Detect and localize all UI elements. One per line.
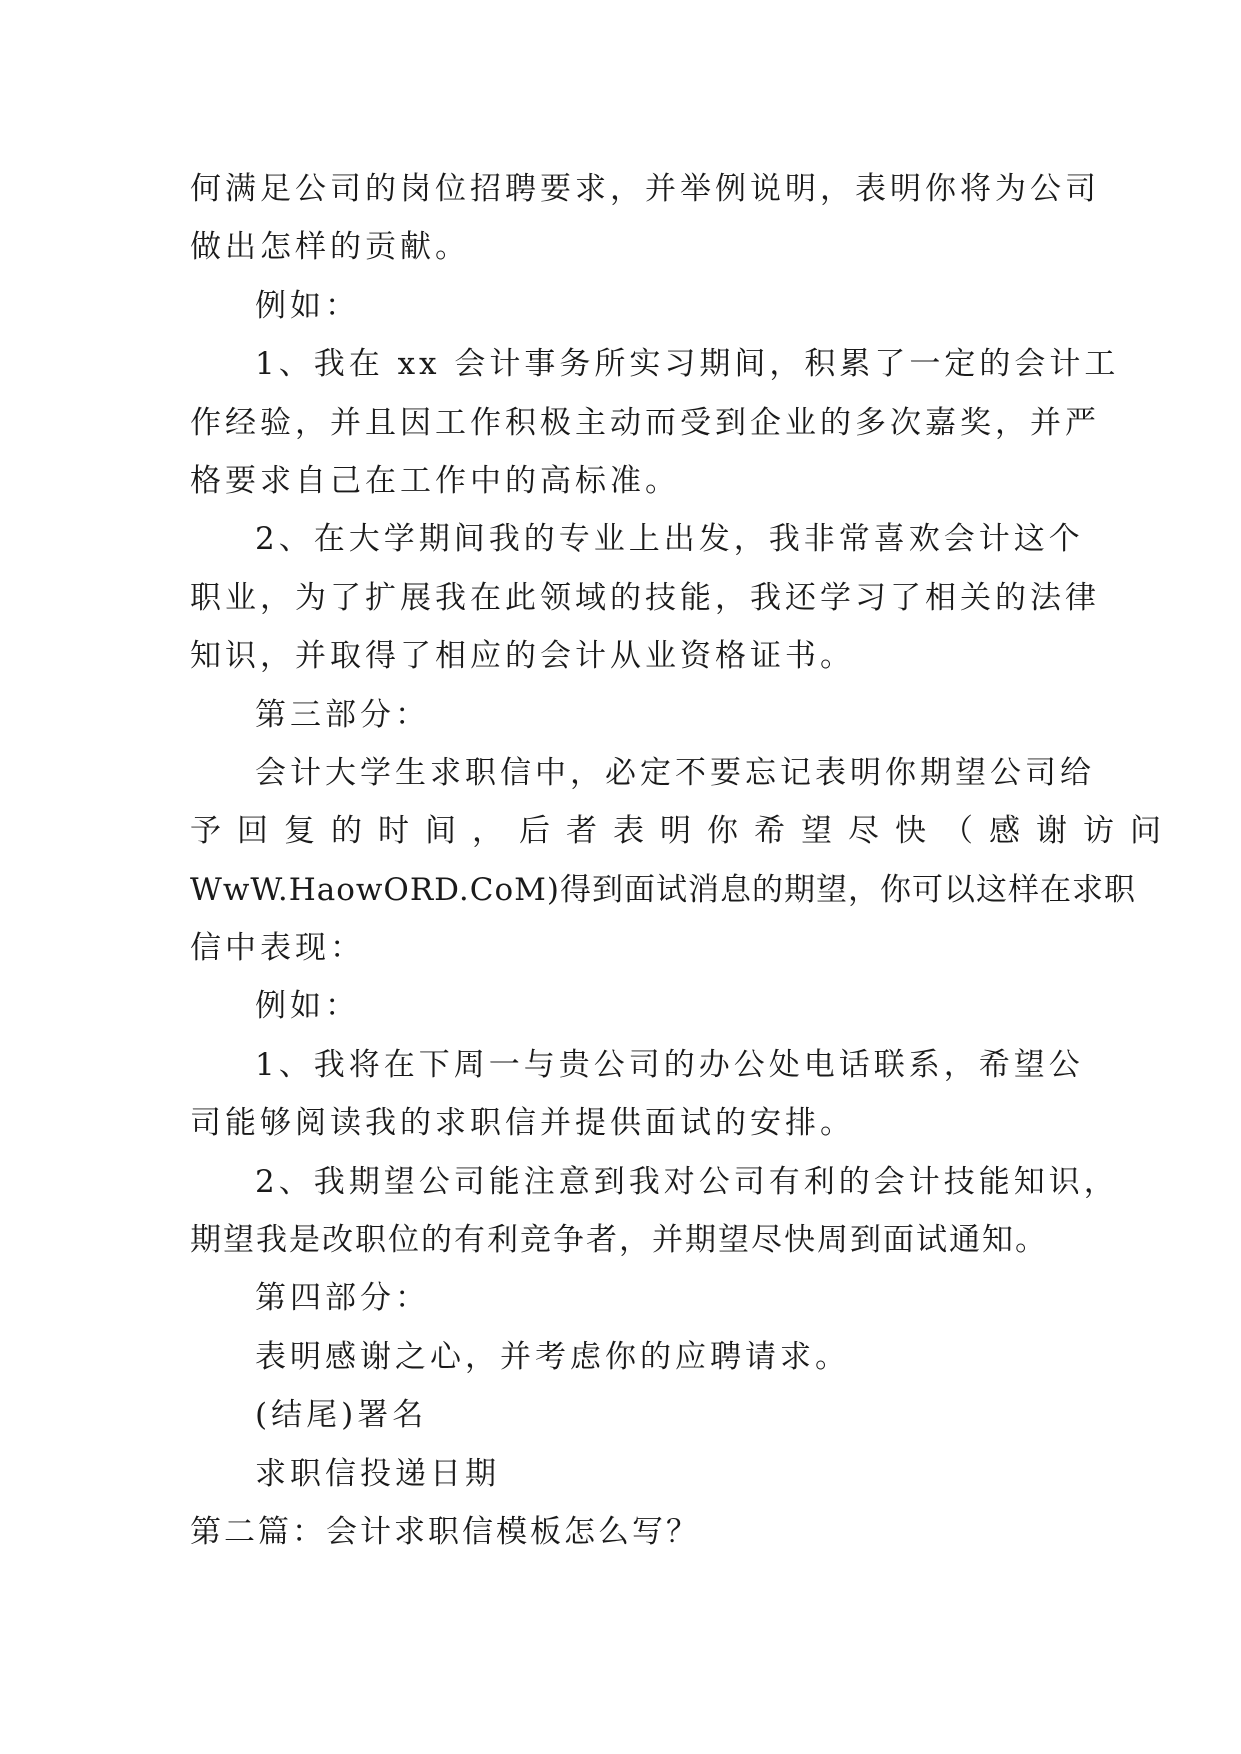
text-line: 期望我是改职位的有利竞争者，并期望尽快周到面试通知。 — [190, 1222, 1048, 1259]
section-heading: 第四部分： — [255, 1280, 430, 1317]
text-line: 会计大学生求职信中，必定不要忘记表明你期望公司给 — [255, 754, 1095, 791]
chapter-heading: 第二篇：会计求职信模板怎么写？ — [190, 1513, 700, 1550]
text-line: 2、我期望公司能注意到我对公司有利的会计技能知识， — [255, 1163, 1119, 1200]
signature-line: (结尾)署名 — [255, 1397, 428, 1434]
text-line: 予回复的时间，后者表明你希望尽快（感谢访问 — [190, 813, 1177, 850]
text-line: 做出怎样的贡献。 — [190, 229, 470, 266]
text-line: 例如： — [255, 287, 360, 324]
text-line: 1、我将在下周一与贵公司的办公处电话联系，希望公 — [255, 1046, 1084, 1083]
text-line: 知识，并取得了相应的会计从业资格证书。 — [190, 638, 855, 675]
text-line: 表明感谢之心，并考虑你的应聘请求。 — [255, 1338, 850, 1375]
text-line: 何满足公司的岗位招聘要求，并举例说明，表明你将为公司 — [190, 171, 1100, 207]
document-body — [190, 160, 1177, 1561]
text-line: 例如： — [255, 988, 360, 1025]
section-heading: 第三部分： — [255, 696, 430, 733]
text-line: 职业，为了扩展我在此领域的技能，我还学习了相关的法律 — [190, 579, 1100, 616]
date-line: 求职信投递日期 — [255, 1455, 500, 1492]
text-line: 作经验，并且因工作积极主动而受到企业的多次嘉奖，并严 — [190, 404, 1100, 441]
text-line: 信中表现： — [190, 930, 365, 967]
text-line: 格要求自己在工作中的高标准。 — [190, 462, 680, 499]
text-line: 司能够阅读我的求职信并提供面试的安排。 — [190, 1105, 855, 1142]
text-line: 1、我在 xx 会计事务所实习期间，积累了一定的会计工 — [255, 346, 1120, 383]
text-line: 2、在大学期间我的专业上出发，我非常喜欢会计这个 — [255, 521, 1084, 558]
text-line: WwW.HaowORD.CoM)得到面试消息的期望，你可以这样在求职 — [190, 871, 1136, 908]
